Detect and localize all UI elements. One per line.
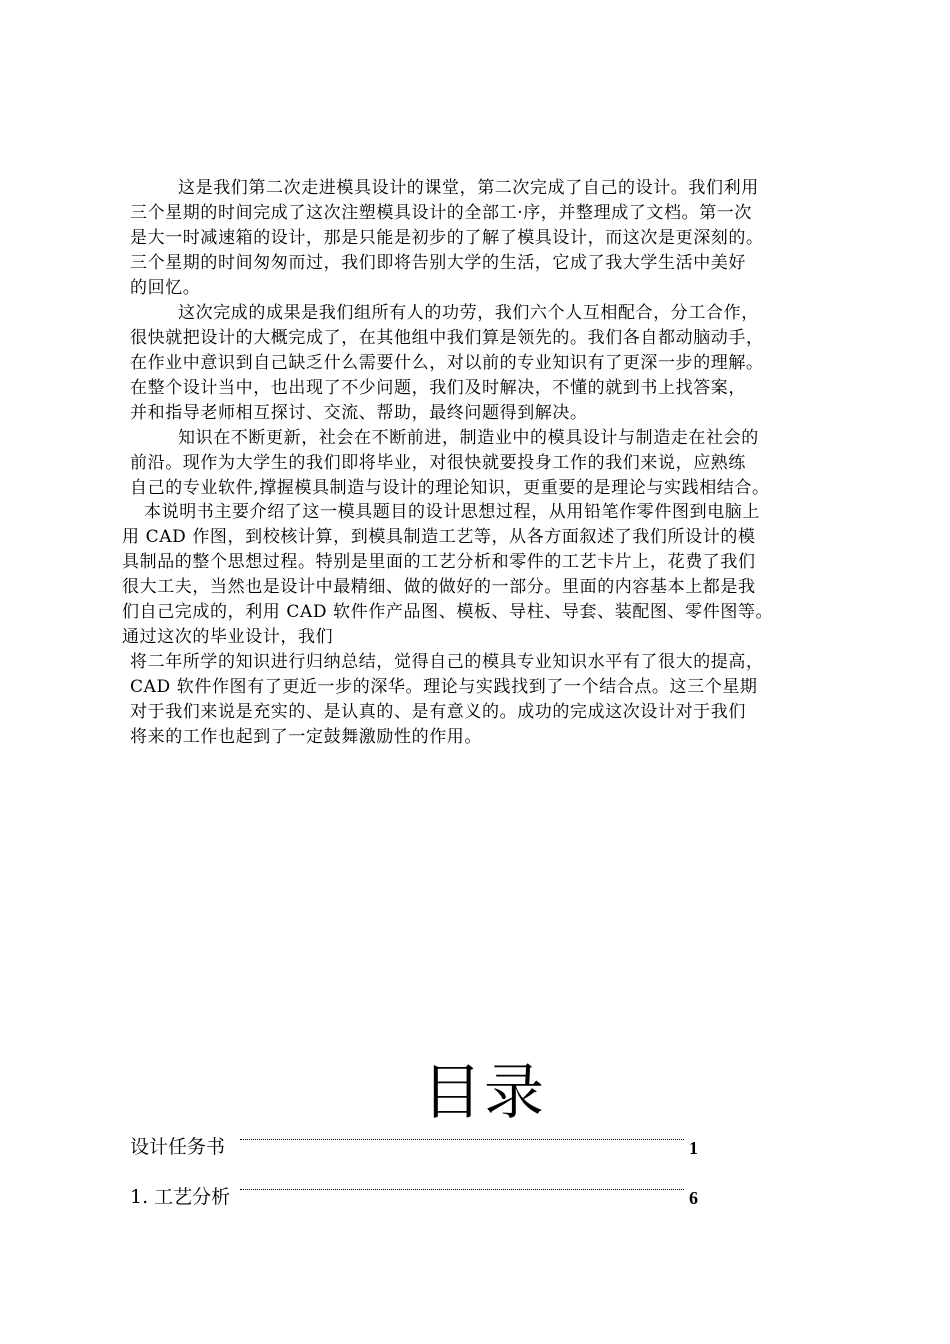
toc-entry-label: 设计任务书 [130,1133,227,1161]
body-line: 前沿。现作为大学生的我们即将毕业，对很快就要投身工作的我们来说，应熟练 [130,453,746,473]
body-line: CAD 软件作图有了更近一步的深华。理论与实践找到了一个结合点。这三个星期 [130,677,758,697]
body-line: 在作业中意识到自己缺乏什么需要什么，对以前的专业知识有了更深一步的理解。 [130,353,764,373]
toc-entry-page: 6 [689,1188,698,1208]
toc-entry-label: 1. 工艺分析 [130,1183,232,1211]
body-line: 将来的工作也起到了一定鼓舞激励性的作用。 [130,727,482,747]
body-line: 本说明书主要介绍了这一模具题目的设计思想过程，从用铅笔作零件图到电脑上 [144,502,760,522]
body-line: 对于我们来说是充实的、是认真的、是有意义的。成功的完成这次设计对于我们 [130,702,746,722]
toc-entry[interactable] [130,1133,698,1163]
body-line: 通过这次的毕业设计，我们 [122,627,334,647]
toc-title: 目录 [422,1058,546,1128]
body-line: 的回忆。 [130,278,201,298]
toc-entry[interactable] [130,1183,698,1213]
body-line: 很快就把设计的大概完成了，在其他组中我们算是领先的。我们各自都动脑动手， [130,328,764,348]
body-line: 知识在不断更新，社会在不断前进，制造业中的模具设计与制造走在社会的 [178,428,759,448]
body-line: 并和指导老师相互探讨、交流、帮助，最终问题得到解决。 [130,403,588,423]
body-line: 在整个设计当中，也出现了不少问题，我们及时解决，不懂的就到书上找答案， [130,378,746,398]
body-line: 用 CAD 作图，到校核计算，到模具制造工艺等，从各方面叙述了我们所设计的模 [122,527,756,547]
body-line: 们自己完成的，利用 CAD 软件作产品图、模板、导柱、导套、装配图、零件图等。 [122,602,774,622]
toc-leader-dots [240,1139,684,1146]
body-line: 将二年所学的知识进行归纳总结，觉得自己的模具专业知识水平有了很大的提高， [130,652,764,672]
body-line: 自己的专业软件,撑握模具制造与设计的理论知识，更重要的是理论与实践相结合。 [130,478,770,498]
body-line: 这次完成的成果是我们组所有人的功劳，我们六个人互相配合，分工合作， [178,303,759,323]
toc-leader-dots [240,1189,684,1196]
toc-entry-page: 1 [689,1138,698,1158]
body-line: 是大一时减速箱的设计，那是只能是初步的了解了模具设计，而这次是更深刻的。 [130,228,764,248]
body-line: 很大工夫，当然也是设计中最精细、做的做好的一部分。里面的内容基本上都是我 [122,577,756,597]
body-line: 三个星期的时间完成了这次注塑模具设计的全部工·序，并整理成了文档。第一次 [130,203,753,223]
body-line: 具制品的整个思想过程。特别是里面的工艺分析和零件的工艺卡片上，花费了我们 [122,552,756,572]
body-line: 这是我们第二次走进模具设计的课堂，第二次完成了自己的设计。我们利用 [178,178,759,198]
body-line: 三个星期的时间匆匆而过，我们即将告别大学的生活，它成了我大学生活中美好 [130,253,746,273]
